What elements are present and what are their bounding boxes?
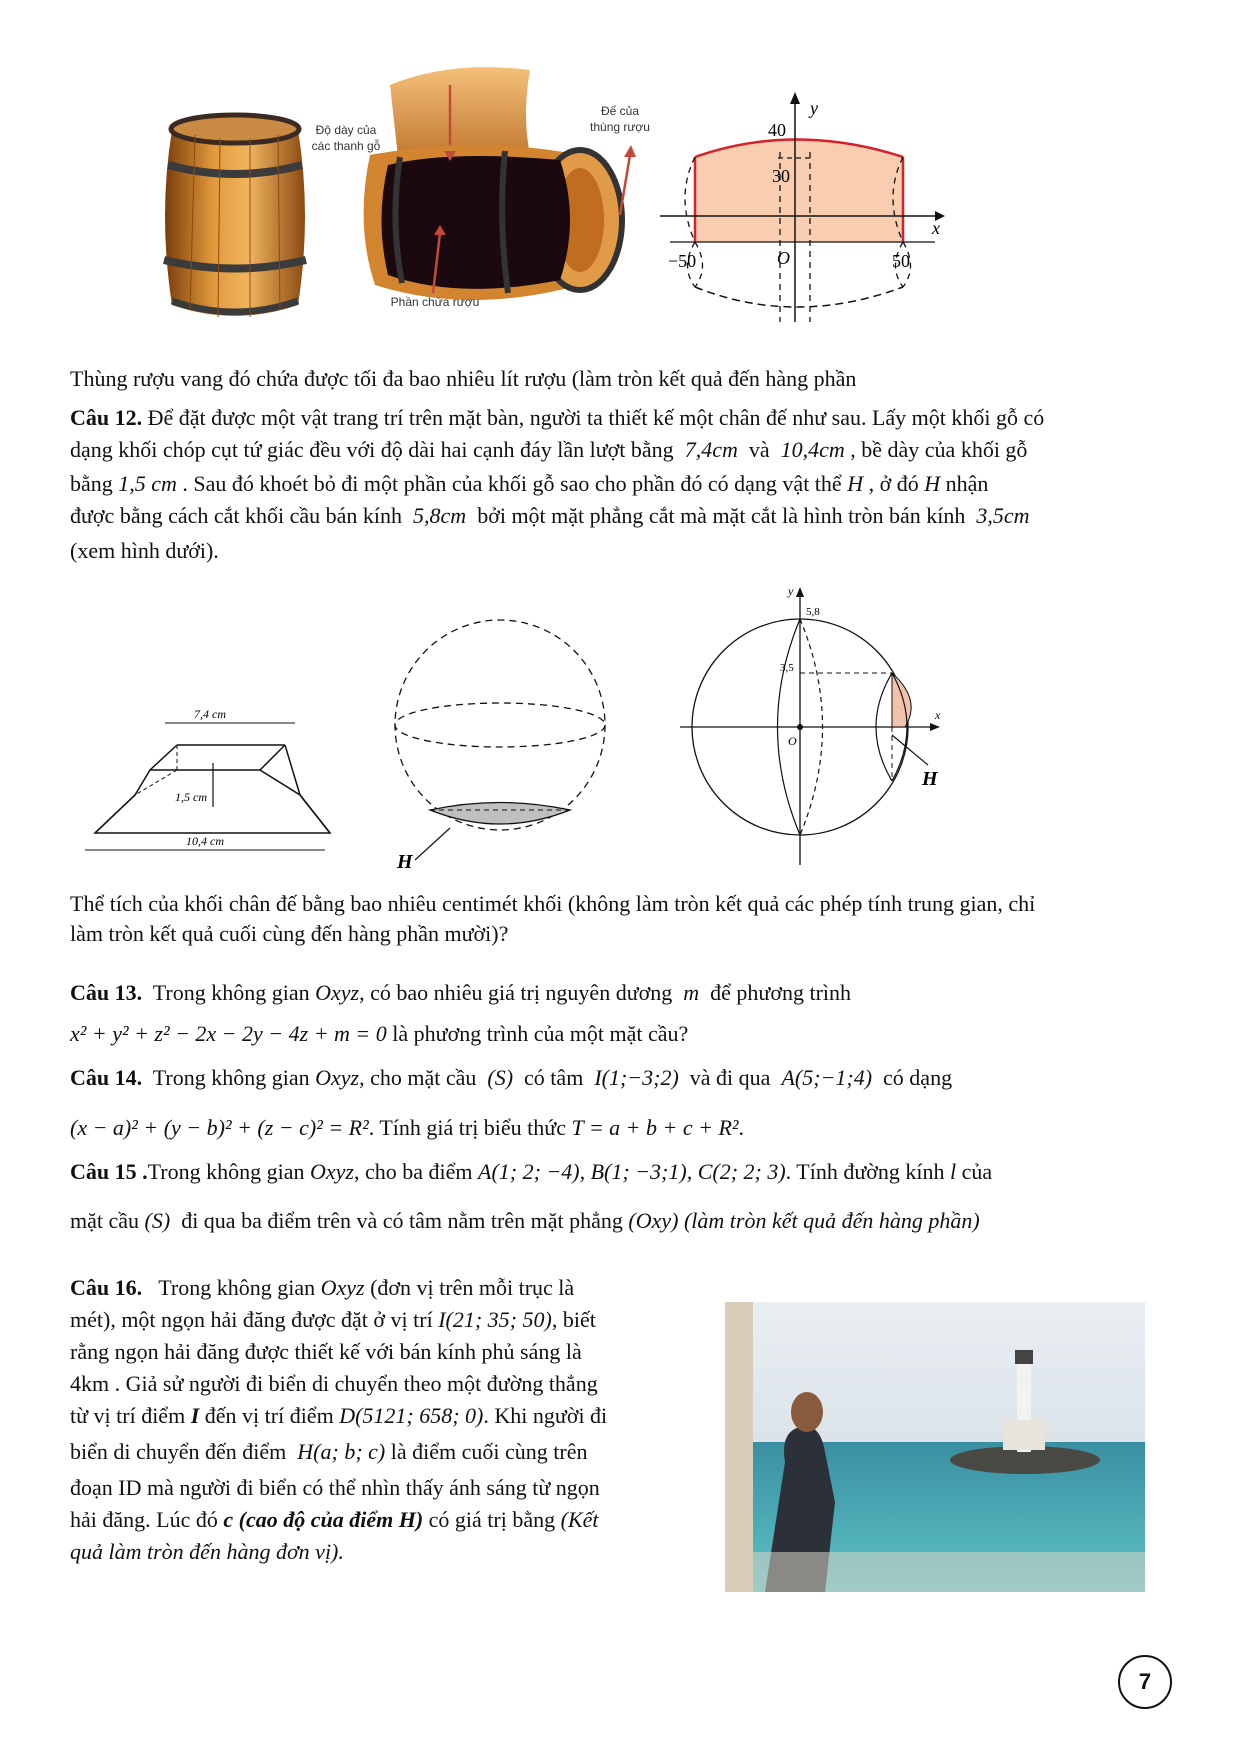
question-13-lead: Câu 13. — [70, 980, 143, 1005]
section-y-label: y — [788, 585, 794, 598]
question-14-line-1: Câu 14. Trong không gian Oxyz, cho mặt cầu (S) có tâm I(1;−3;2) và đi qua A(5;−1;4) có dạng — [70, 1065, 953, 1090]
page-number: 7 — [1118, 1655, 1172, 1709]
graph-label-40: 40 — [768, 120, 786, 140]
graph-label-neg50: −50 — [668, 251, 697, 271]
question-16-line-3: rằng ngọn hải đăng được thiết kế với bán kính phủ sáng là — [70, 1339, 582, 1364]
question-12-lead: Câu 12. — [70, 405, 143, 430]
section-origin-label: O — [788, 734, 797, 748]
question-16-line-5: từ vị trí điểm I đến vị trí điểm D(5121; 658; 0). Khi người đi — [70, 1403, 608, 1428]
graph-label-50: 50 — [892, 251, 910, 271]
question-16-line-6: biển di chuyển đến điểm H(a; b; c) là điểm cuối cùng trên — [70, 1439, 588, 1464]
question-12-line-1: Câu 12. Để đặt được một vật trang trí trên mặt bàn, người ta thiết kế một chân đế như sau. Lấy một khối gỗ có — [70, 405, 1045, 430]
question-12-line-3: bằng 1,5 cm . Sau đó khoét bỏ đi một phần của khối gỗ sao cho phần đó có dạng vật thể H , ở đó H nhận — [70, 471, 989, 496]
question-14-lead: Câu 14. — [70, 1065, 143, 1090]
question-16-lead: Câu 16. — [70, 1275, 143, 1300]
question-13-equation: x² + y² + z² − 2x − 2y − 4z + m = 0 — [70, 1021, 387, 1046]
barrel-section-graph — [660, 92, 1080, 352]
graph-y-label: y — [810, 98, 818, 118]
section-h-label: H — [922, 768, 938, 790]
cutaway-barrel — [364, 67, 636, 300]
question-16-line-9: quả làm tròn đến hàng đơn vị). — [70, 1539, 344, 1564]
question-15-line-1: Câu 15 .Trong không gian Oxyz, cho ba điểm A(1; 2; −4), B(1; −3;1), C(2; 2; 3). Tính đường kính l của — [70, 1159, 993, 1184]
frustum-top-label: 7,4 cm — [194, 707, 226, 721]
barrel-illustration — [150, 55, 670, 325]
barrel-label-thickness-2: các thanh gỗ — [311, 139, 381, 153]
frustum-bottom-label: 10,4 cm — [186, 834, 224, 848]
question-13-line-1: Câu 13. Trong không gian Oxyz, có bao nhiêu giá trị nguyên dương m để phương trình — [70, 980, 852, 1005]
question-12-line-5: (xem hình dưới). — [70, 538, 219, 563]
frustum-figure — [85, 705, 345, 870]
question-15-line-2: mặt cầu (S) đi qua ba điểm trên và có tâm nằm trên mặt phẳng (Oxy) (làm tròn kết quả đến hàng phần) — [70, 1208, 980, 1233]
barrel-label-base-2: thùng rượu — [590, 120, 650, 134]
question-16-line-4: 4km . Giả sử người đi biển di chuyển theo một đường thẳng — [70, 1371, 598, 1396]
section-r2-label: 3,5 — [780, 662, 794, 674]
graph-label-30: 30 — [772, 166, 790, 186]
graph-origin-label: O — [777, 248, 790, 268]
question-12-line-4: được bằng cách cắt khối cầu bán kính 5,8cm bởi một mặt phẳng cắt mà mặt cắt là hình tròn bán kính 3,5cm — [70, 503, 1030, 528]
question-12-tail-1: Thể tích của khối chân đế bằng bao nhiêu centimét khối (không làm tròn kết quả các phép tính trung gian, chỉ — [70, 891, 1036, 916]
closed-barrel — [164, 115, 306, 317]
question-13-line-2: x² + y² + z² − 2x − 2y − 4z + m = 0 là phương trình của một mặt cầu? — [70, 1021, 689, 1046]
question-12-tail-2: làm tròn kết quả cuối cùng đến hàng phần mười)? — [70, 921, 509, 946]
section-x-label: x — [935, 708, 941, 722]
barrel-label-thickness-1: Độ dày của — [315, 123, 377, 137]
lighthouse-photo — [725, 1302, 1145, 1592]
frustum-height-label: 1,5 cm — [175, 790, 207, 804]
sphere-section-figure — [660, 585, 950, 870]
graph-x-label: x — [932, 218, 940, 238]
question-14-line-2: (x − a)² + (y − b)² + (z − c)² = R². Tính giá trị biểu thức T = a + b + c + R². — [70, 1115, 745, 1140]
section-r1-label: 5,8 — [806, 606, 820, 618]
question-15-lead: Câu 15 . — [70, 1159, 148, 1184]
question-12-line-2: dạng khối chóp cụt tứ giác đều với độ dài hai cạnh đáy lần lượt bằng 7,4cm và 10,4cm , bề dày của khối gỗ — [70, 437, 1028, 462]
barrel-label-base-1: Đế của — [600, 104, 640, 118]
question-16-line-7: đoạn ID mà người đi biển có thể nhìn thấy ánh sáng từ ngọn — [70, 1475, 600, 1500]
question-11-tail: Thùng rượu vang đó chứa được tối đa bao nhiêu lít rượu (làm tròn kết quả đến hàng phần — [70, 366, 857, 391]
question-16-line-2: mét), một ngọn hải đăng được đặt ở vị trí I(21; 35; 50), biết — [70, 1307, 596, 1332]
question-16-line-8: hải đăng. Lúc đó c (cao độ của điểm H) có giá trị bằng (Kết — [70, 1507, 599, 1532]
question-16-line-1: Câu 16. Trong không gian Oxyz (đơn vị trên mỗi trục là — [70, 1275, 575, 1300]
question-14-equation: (x − a)² + (y − b)² + (z − c)² = R² — [70, 1115, 369, 1140]
sphere-figure — [375, 610, 625, 875]
sphere-h-label: H — [397, 851, 413, 873]
barrel-label-container: Phần chứa rượu — [390, 295, 480, 309]
